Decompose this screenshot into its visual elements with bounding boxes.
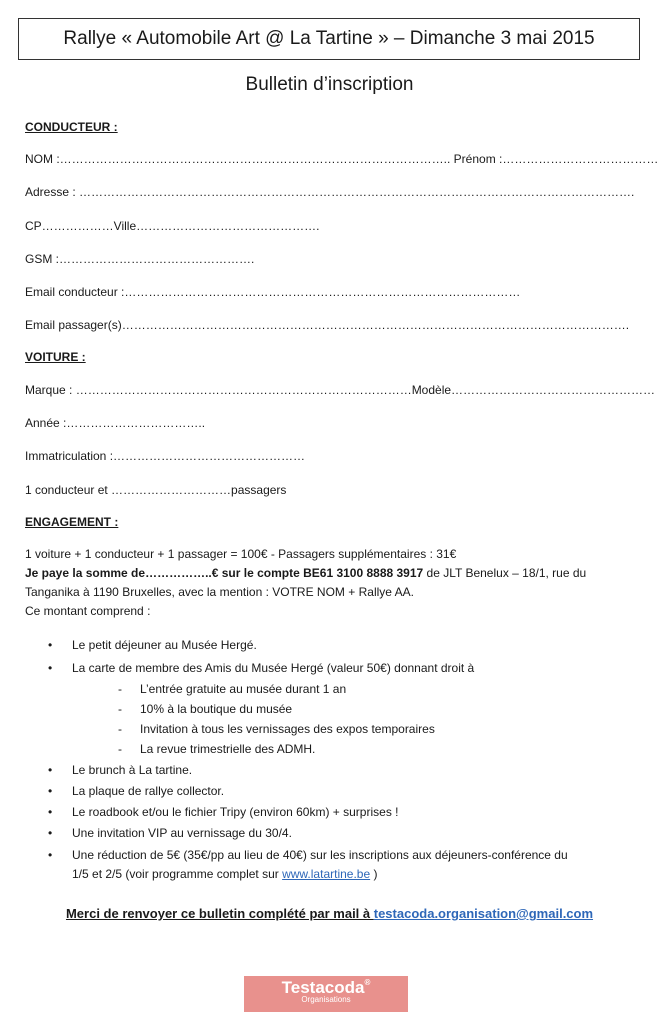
section-voiture: VOITURE : (25, 350, 86, 364)
includes-intro: Ce montant comprend : (25, 604, 151, 618)
bullet-icon: • (48, 763, 53, 777)
dash-icon: - (118, 742, 122, 756)
logo-name: Testacoda (281, 978, 365, 997)
list-item: Le roadbook et/ou le fichier Tripy (environ 60km) + surprises ! (72, 805, 399, 819)
payment-account: Je paye la somme de……………..€ sur le compte BE61 3100 8888 3917 (25, 566, 424, 580)
field-adresse: Adresse : …………………………………………………………………………………………………………………………. (25, 185, 635, 199)
field-immatriculation: Immatriculation :………………………………………… (25, 449, 306, 463)
field-conducteurs-passagers: 1 conducteur et …………………………passagers (25, 483, 287, 497)
field-marque-modele: Marque : …………………………………………………………………………Modèle…………………………………………… (25, 383, 656, 397)
programme-end: ) (370, 867, 378, 881)
payment-line (25, 564, 586, 583)
list-item-continued (72, 867, 377, 881)
list-item: Le brunch à La tartine. (72, 763, 193, 777)
sub-list-item: Invitation à tous les vernissages des expos temporaires (140, 722, 435, 736)
website-link[interactable]: www.latartine.be (282, 867, 371, 881)
email-link[interactable]: testacoda.organisation@gmail.com (373, 906, 594, 921)
programme-text: 1/5 et 2/5 (voir programme complet sur (72, 867, 283, 881)
field-cp-ville: CP………………Ville………………………………………. (25, 219, 320, 233)
dash-icon: - (118, 722, 122, 736)
logo-sub: Organisations (301, 995, 351, 1004)
bullet-icon: • (48, 848, 53, 862)
field-gsm: GSM :…………………………………………. (25, 252, 255, 266)
sub-list-item: La revue trimestrielle des ADMH. (140, 742, 316, 756)
list-item: Le petit déjeuner au Musée Hergé. (72, 638, 257, 652)
list-item: Une invitation VIP au vernissage du 30/4. (72, 826, 292, 840)
bullet-icon: • (48, 784, 53, 798)
page-title: Rallye « Automobile Art @ La Tartine » – Dimanche 3 mai 2015 (63, 28, 595, 49)
field-email-passager: Email passager(s)………………………………………………………………………………………………………………. (25, 318, 630, 332)
footer-text: Merci de renvoyer ce bulletin complété par mail à (65, 906, 374, 921)
list-item: Une réduction de 5€ (35€/pp au lieu de 40€) sur les inscriptions aux déjeuners-conférence du (72, 848, 568, 862)
sub-list-item: 10% à la boutique du musée (140, 702, 293, 716)
field-email-conducteur: Email conducteur :……………………………………………………………………………………… (25, 285, 521, 299)
field-annee: Année :…………………………….. (25, 416, 206, 430)
title-box (18, 18, 640, 60)
page-subtitle: Bulletin d’inscription (245, 74, 414, 95)
sub-list-item: L’entrée gratuite au musée durant 1 an (140, 682, 347, 696)
section-engagement: ENGAGEMENT : (25, 515, 119, 529)
payment-address: Tanganika à 1190 Bruxelles, avec la mention : VOTRE NOM + Rallye AA. (25, 585, 414, 599)
payment-recipient: de JLT Benelux – 18/1, rue du (423, 566, 587, 580)
field-nom-prenom: NOM :…………………………………………………………………………………….. Prénom :………………………………… (25, 152, 659, 166)
footer-note (0, 906, 659, 921)
dash-icon: - (118, 702, 122, 716)
price-line: 1 voiture + 1 conducteur + 1 passager = 100€ - Passagers supplémentaires : 31€ (25, 547, 457, 561)
list-item: La plaque de rallye collector. (72, 784, 225, 798)
section-conducteur: CONDUCTEUR : (25, 120, 118, 134)
dash-icon: - (118, 682, 122, 696)
bullet-icon: • (48, 661, 53, 675)
logo-tm: ® (364, 978, 371, 987)
list-item: La carte de membre des Amis du Musée Hergé (valeur 50€) donnant droit à (72, 661, 475, 675)
bullet-icon: • (48, 826, 53, 840)
bullet-icon: • (48, 638, 53, 652)
bullet-icon: • (48, 805, 53, 819)
testacoda-logo (244, 976, 408, 1012)
